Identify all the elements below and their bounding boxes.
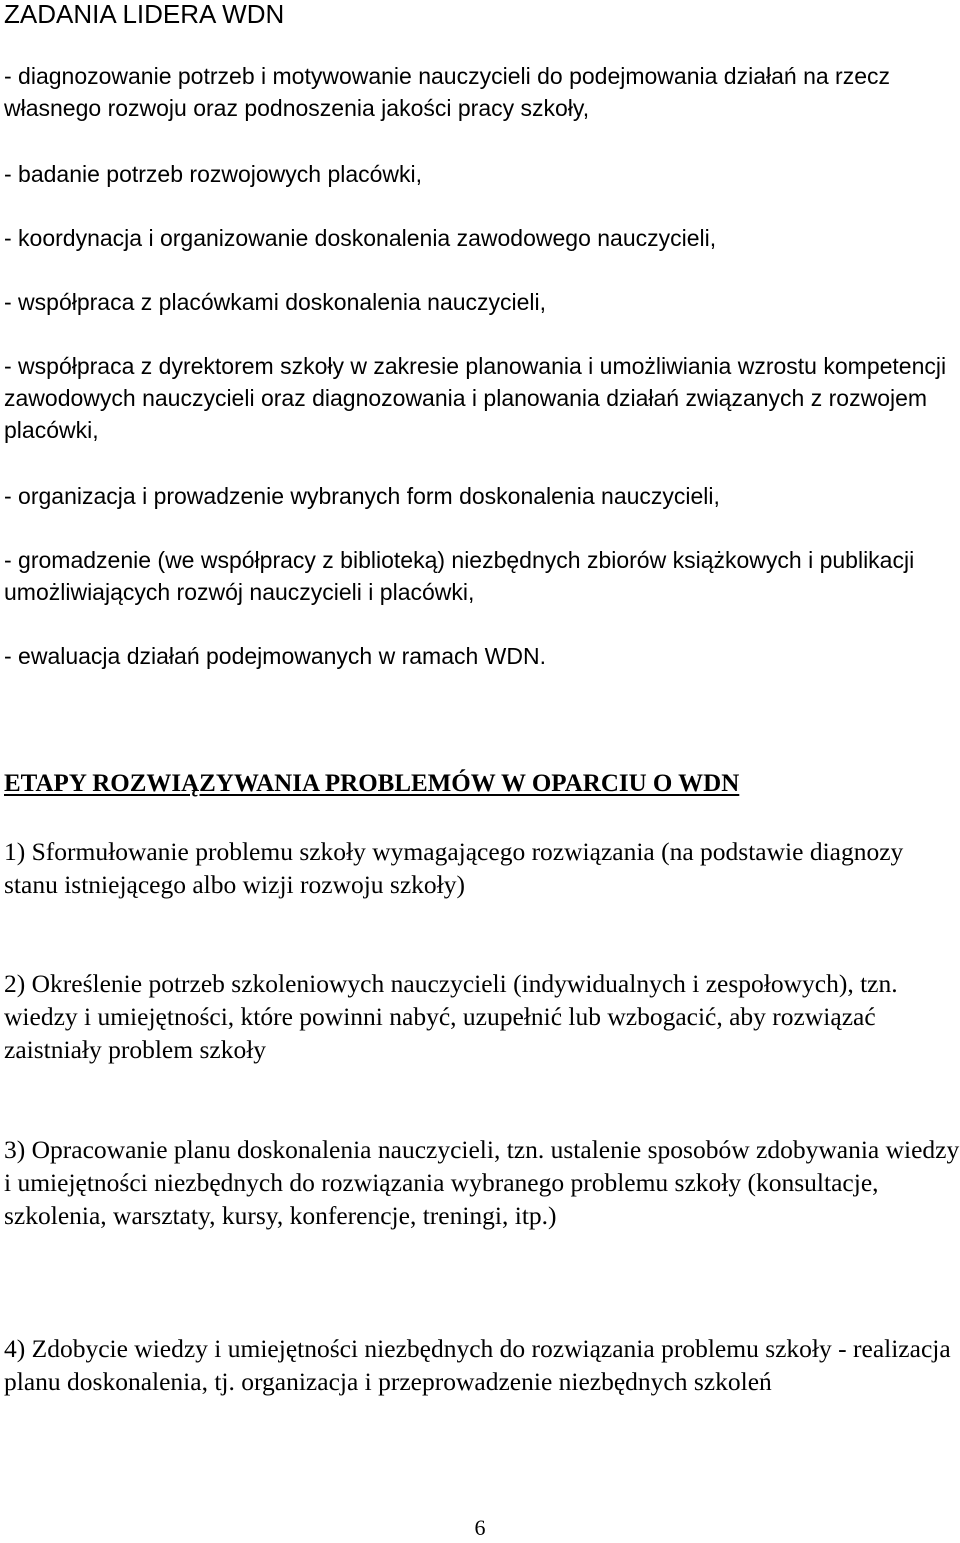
task-item: - organizacja i prowadzenie wybranych form doskonalenia nauczycieli, bbox=[4, 483, 720, 509]
step-item: 1) Sformułowanie problemu szkoły wymagającego rozwiązania (na podstawie diagnozy stanu istniejącego albo wizji rozwoju szkoły) bbox=[4, 837, 904, 899]
task-item: - ewaluacja działań podejmowanych w ramach WDN. bbox=[4, 643, 547, 669]
task-item: - współpraca z dyrektorem szkoły w zakresie planowania i umożliwiania wzrostu kompetencji zawodowych nauczycieli oraz diagnozowania i planowania działań związanych z rozwojem placówki, bbox=[4, 353, 947, 443]
step-item: 4) Zdobycie wiedzy i umiejętności niezbędnych do rozwiązania problemu szkoły - realizacja planu doskonalenia, tj. organizacja i przeprowadzenie niezbędnych szkoleń bbox=[4, 1334, 951, 1396]
task-item: - badanie potrzeb rozwojowych placówki, bbox=[4, 161, 423, 187]
steps-heading: ETAPY ROZWIĄZYWANIA PROBLEMÓW W OPARCIU O WDN bbox=[4, 770, 740, 797]
task-item: - gromadzenie (we współpracy z biblioteką) niezbędnych zbiorów książkowych i publikacji umożliwiających rozwój nauczycieli i placówki, bbox=[4, 547, 915, 605]
task-item: - diagnozowanie potrzeb i motywowanie nauczycieli do podejmowania działań na rzecz własnego rozwoju oraz podnoszenia jakości pracy szkoły, bbox=[4, 63, 890, 121]
tasks-heading: ZADANIA LIDERA WDN bbox=[4, 0, 285, 29]
task-item: - współpraca z placówkami doskonalenia nauczycieli, bbox=[4, 289, 547, 315]
step-item: 2) Określenie potrzeb szkoleniowych nauczycieli (indywidualnych i zespołowych), tzn. wiedzy i umiejętności, które powinni nabyć, uzupełnić lub wzbogacić, aby rozwiązać zaistniały problem szkoły bbox=[4, 969, 898, 1064]
task-item: - koordynacja i organizowanie doskonalenia zawodowego nauczycieli, bbox=[4, 225, 717, 251]
step-item: 3) Opracowanie planu doskonalenia nauczycieli, tzn. ustalenie sposobów zdobywania wiedzy i umiejętności niezbędnych do rozwiązania wybranego problemu szkoły (konsultacje, szkolenia, warsztaty, kursy, konferencje, treningi, itp.) bbox=[4, 1135, 960, 1230]
page-number: 6 bbox=[474, 1515, 486, 1540]
